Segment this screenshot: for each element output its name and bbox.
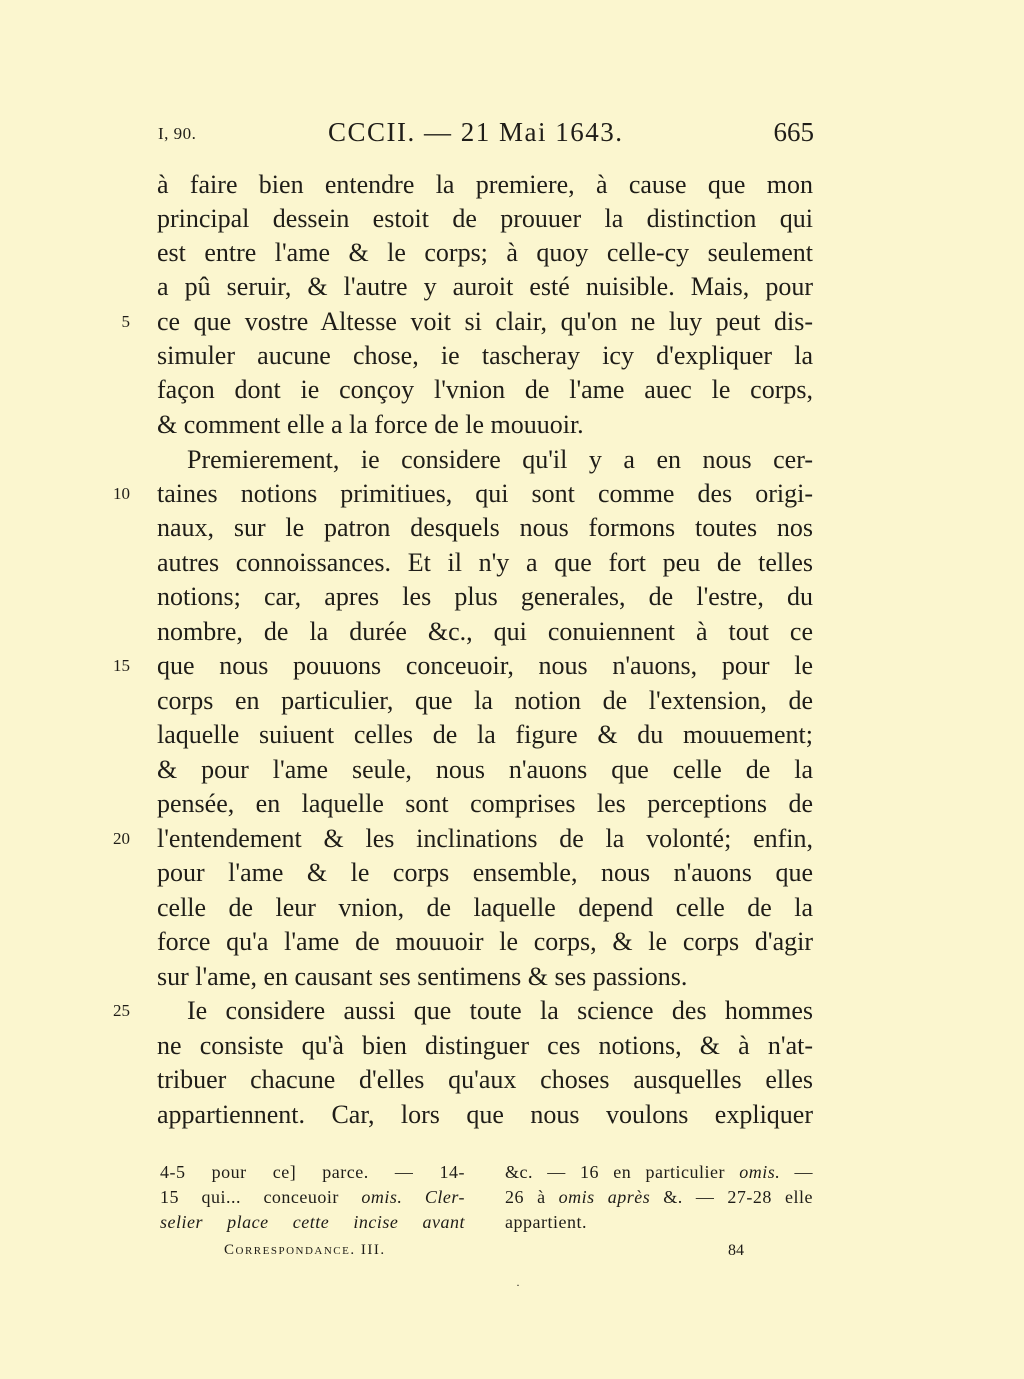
line-number: 10 (113, 484, 130, 503)
text-line: Ie considere aussi que toute la science des hommes (187, 996, 813, 1025)
text-line: appartiennent. Car, lors que nous voulons expliquer (157, 1100, 813, 1129)
text-line: corps en particulier, que la notion de l'extension, de (157, 686, 813, 715)
footnote-line: selier place cette incise avant (160, 1212, 465, 1232)
text-line: sur l'ame, en causant ses sentimens & ses passions. (157, 962, 688, 991)
text-line: naux, sur le patron desquels nous formons toutes nos (157, 513, 813, 542)
header-title: CCCII. — 21 Mai 1643. (328, 117, 624, 147)
signature-mark: Correspondance. III. (224, 1242, 386, 1258)
text-line: pensée, en laquelle sont comprises les perceptions de (157, 789, 813, 818)
line-number: 15 (113, 656, 130, 675)
text-line: nombre, de la durée &c., qui conuiennent à tout ce (157, 617, 813, 646)
text-line: celle de leur vnion, de laquelle depend celle de la (157, 893, 813, 922)
footnote-line: 4-5 pour ce] parce. — 14- (160, 1162, 465, 1182)
text-line: ce que vostre Altesse voit si clair, qu'on ne luy peut dis- (157, 307, 813, 336)
text-line: ne consiste qu'à bien distinguer ces notions, & à n'at- (157, 1031, 813, 1060)
line-number: 5 (121, 312, 130, 331)
text-line: force qu'a l'ame de mouuoir le corps, & le corps d'agir (157, 927, 813, 956)
text-line: pour l'ame & le corps ensemble, nous n'auons que (157, 858, 813, 887)
footnote-line: 15 qui... conceuoir omis. Cler- (160, 1187, 466, 1207)
text-line: simuler aucune chose, ie tascheray icy d'expliquer la (157, 341, 813, 370)
text-line: principal dessein estoit de prouuer la distinction qui (157, 204, 813, 233)
text-line: & comment elle a la force de le mouuoir. (157, 410, 584, 439)
text-line: & pour l'ame seule, nous n'auons que celle de la (157, 755, 813, 784)
footnote-line: appartient. (505, 1212, 587, 1232)
text-line: laquelle suiuent celles de la figure & du mouuement; (157, 720, 813, 749)
text-line: tribuer chacune d'elles qu'aux choses ausquelles elles (157, 1065, 813, 1094)
text-line: à faire bien entendre la premiere, à cause que mon (157, 170, 813, 199)
text-line: façon dont ie conçoy l'vnion de l'ame auec le corps, (157, 375, 813, 404)
page-number: 665 (773, 117, 814, 147)
footnote-line: 26 à omis après &. — 27-28 elle (505, 1187, 813, 1207)
footnote-line: &c. — 16 en particulier omis. — (505, 1162, 813, 1182)
text-line: autres connoissances. Et il n'y a que fort peu de telles (157, 548, 813, 577)
sheet-number: 84 (728, 1242, 744, 1259)
text-line: notions; car, apres les plus generales, de l'estre, du (157, 582, 813, 611)
text-line: est entre l'ame & le corps; à quoy celle-cy seulement (157, 238, 813, 267)
text-line: l'entendement & les inclinations de la volonté; enfin, (157, 824, 813, 853)
printer-dot: · (516, 1278, 520, 1292)
text-line: que nous pouuons conceuoir, nous n'auons, pour le (157, 651, 813, 680)
text-line: Premierement, ie considere qu'il y a en nous cer- (187, 445, 813, 474)
text-line: taines notions primitiues, qui sont comme des origi- (157, 479, 813, 508)
header-volume-reference: I, 90. (158, 124, 197, 143)
text-line: a pû seruir, & l'autre y auroit esté nuisible. Mais, pour (157, 272, 813, 301)
line-number: 20 (113, 829, 130, 848)
line-number: 25 (113, 1001, 130, 1020)
